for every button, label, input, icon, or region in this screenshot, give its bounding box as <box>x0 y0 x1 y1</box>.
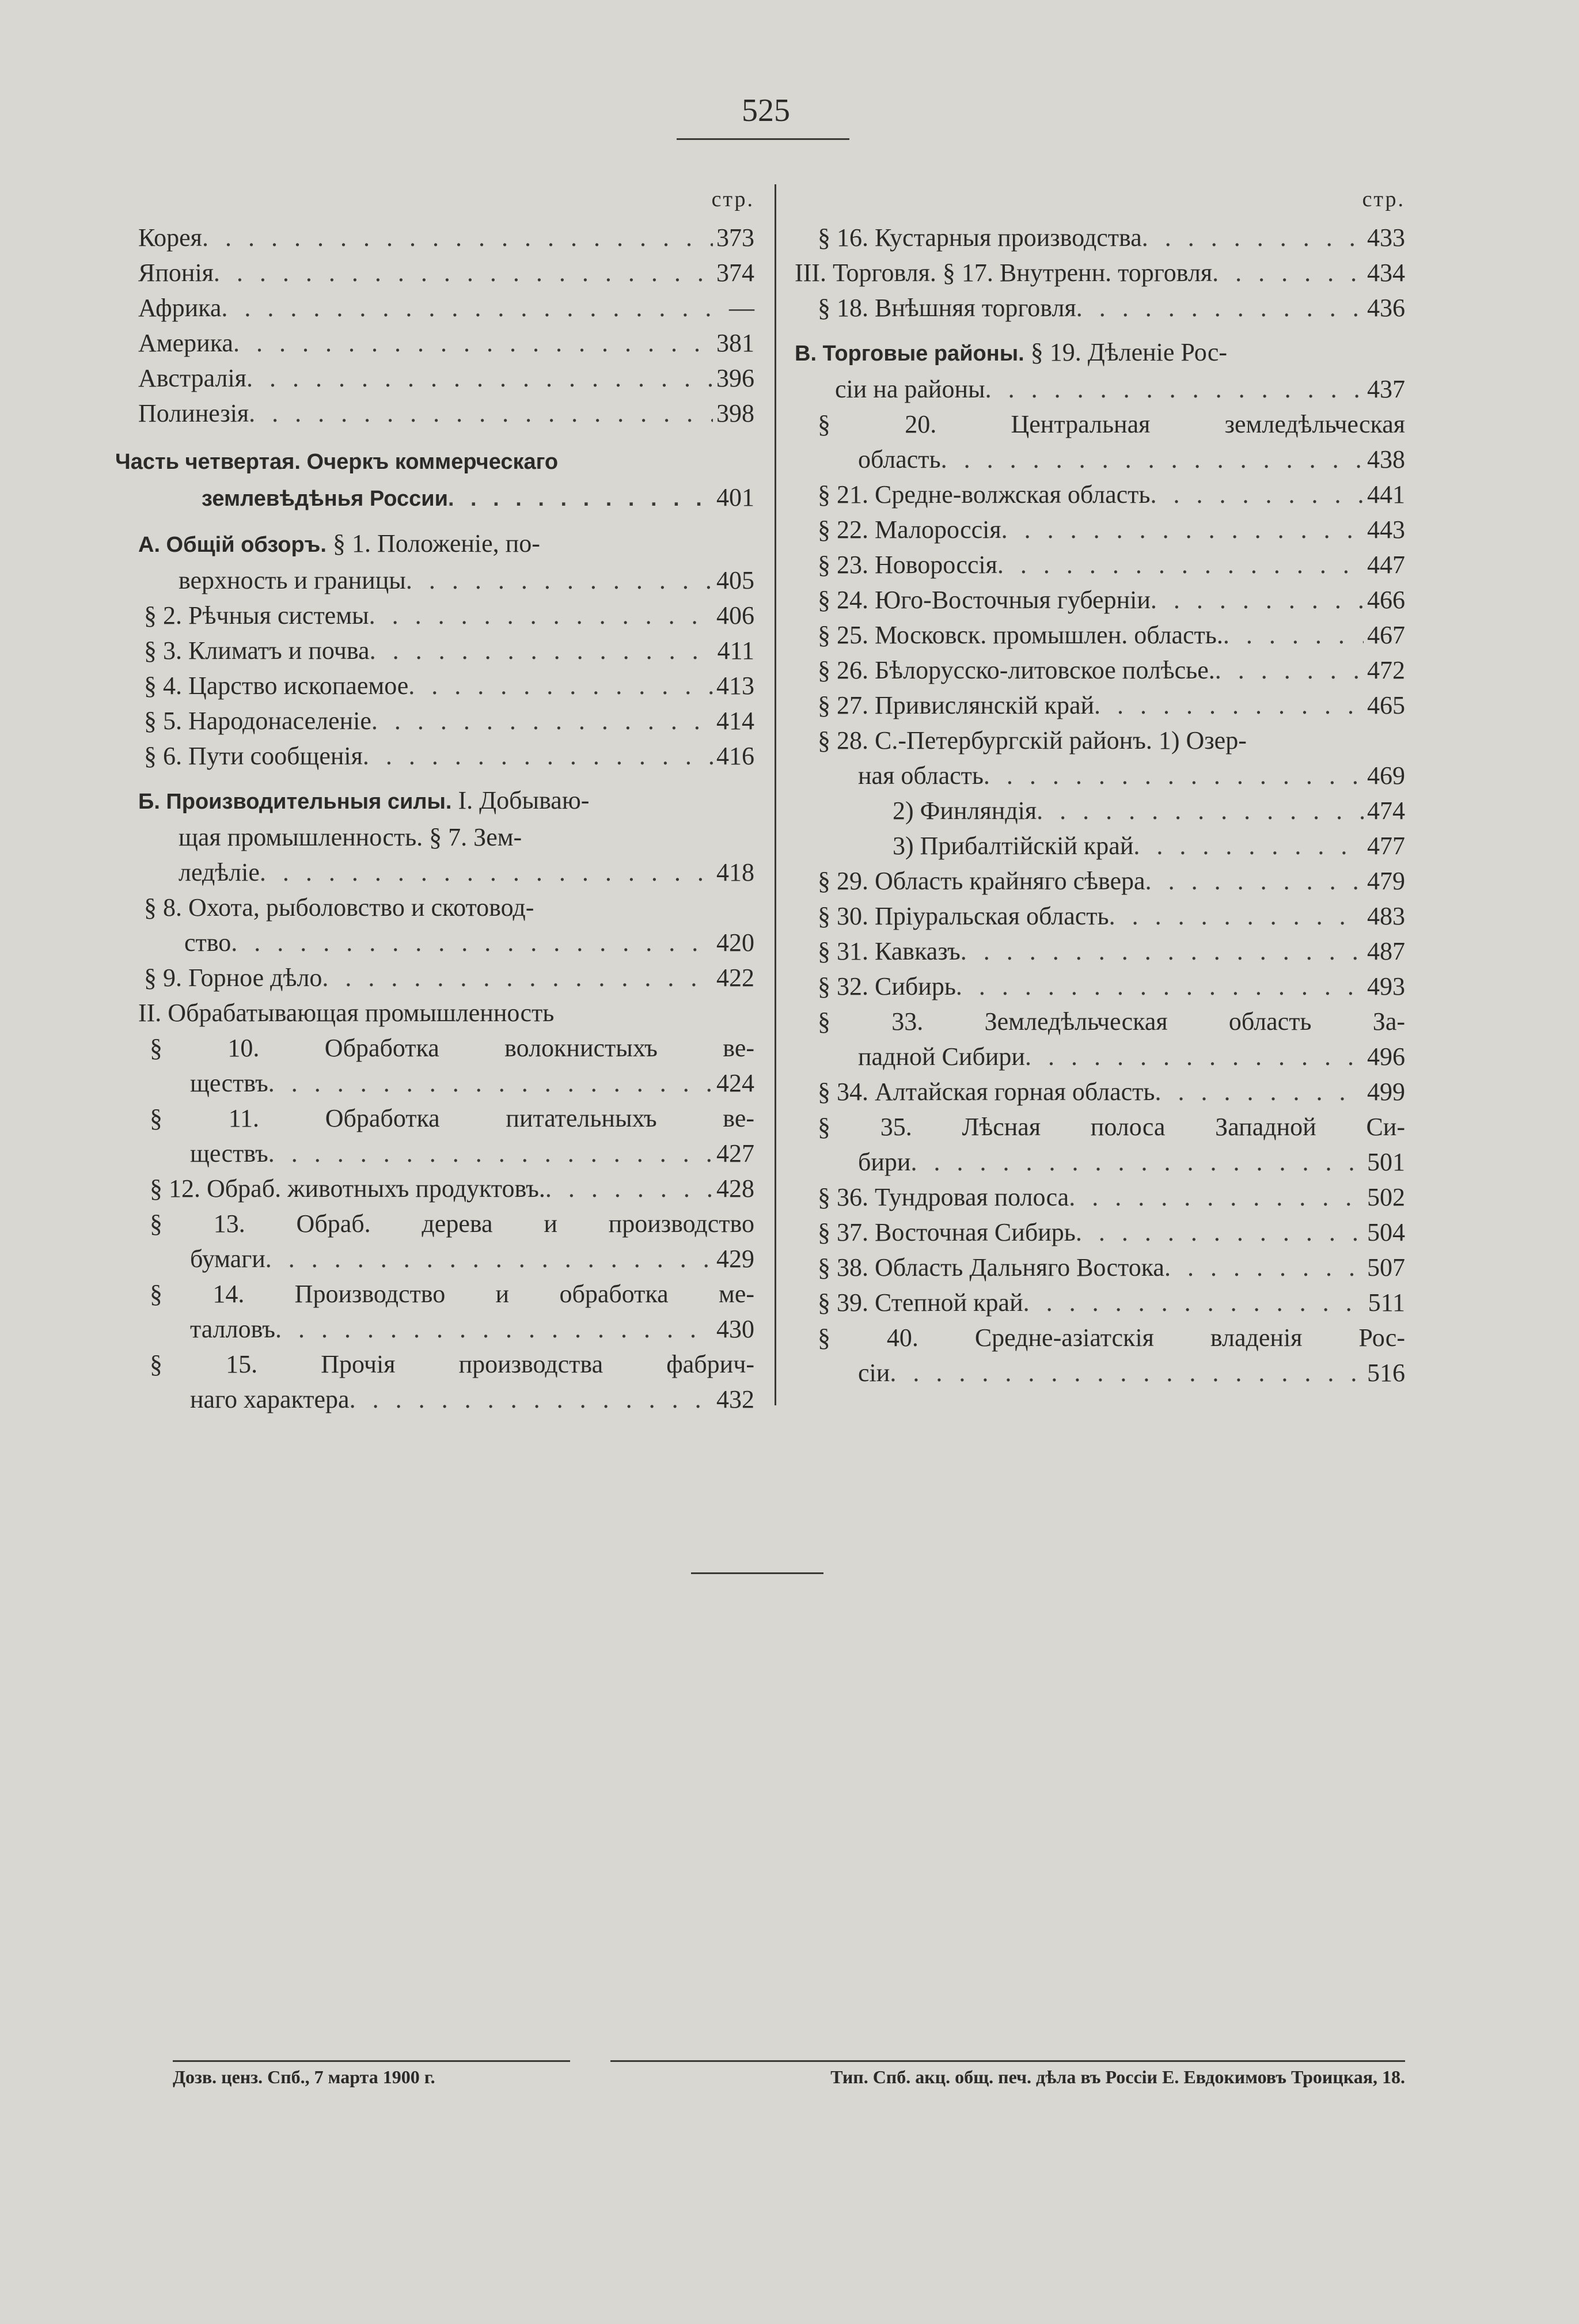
page-ref: 474 <box>1367 797 1405 825</box>
page-ref: 502 <box>1367 1183 1405 1211</box>
region-list <box>138 220 754 431</box>
part4-line2: землевѣдѣнья России . . . 401 <box>115 480 754 517</box>
printer-note: Тип. Спб. акц. общ. печ. дѣла въ Россіи Е. Евдокимовъ Троицкая, 18. <box>830 2067 1405 2087</box>
page-ref: 465 <box>1367 691 1405 719</box>
toc-entry: Африка . . . — <box>138 290 754 325</box>
censor-note: Дозв. ценз. Спб., 7 марта 1900 г. <box>173 2067 435 2087</box>
page-ref: 441 <box>1367 480 1405 509</box>
page-ref: 447 <box>1367 551 1405 579</box>
entry-35: § 35. Лѣсная полоса Западной Си- бири . . . 501 <box>795 1109 1405 1180</box>
toc-entry: § 39. Степной край . . . 511 <box>818 1285 1405 1320</box>
page-ref: 501 <box>1367 1148 1405 1176</box>
page-ref: 511 <box>1368 1288 1405 1317</box>
toc-entry: § 24. Юго-Восточныя губерніи . . . 466 <box>818 582 1405 617</box>
toc-left-column <box>115 179 754 1417</box>
section-b <box>138 783 754 1417</box>
page-ref: 436 <box>1367 294 1405 322</box>
toc-entry: § 31. Кавказъ . . . 487 <box>818 934 1405 969</box>
str-label-right: стр. <box>1362 187 1405 211</box>
page-ref: 420 <box>716 928 754 957</box>
toc-entry: § 26. Бѣлорусско-литовское полѣсье. . . . 472 <box>818 653 1405 688</box>
part4-heading <box>115 445 754 517</box>
section-b-line3: ледѣліе . . . 418 <box>138 855 754 890</box>
page-ref: 424 <box>716 1069 754 1097</box>
section-b-line1: Б. Производительныя силы. І. Добываю- <box>138 786 590 814</box>
entry-12: § 12. Обраб. животныхъ продуктовъ. . . . 428 <box>138 1171 754 1206</box>
entry-18: § 18. Внѣшняя торговля . . . 436 <box>795 290 1405 325</box>
toc-entry: § 32. Сибирь . . . 493 <box>818 969 1405 1004</box>
page-ref: 516 <box>1367 1359 1405 1387</box>
right-items-a <box>795 477 1405 723</box>
section-a-line1: А. Общій обзоръ. § 1. Положеніе, по- <box>138 529 540 558</box>
toc-entry: Японія . . . 374 <box>138 255 754 290</box>
toc-entry: § 36. Тундровая полоса . . . 502 <box>818 1180 1405 1215</box>
page-ref: 443 <box>1367 515 1405 544</box>
page-ref: 477 <box>1367 832 1405 860</box>
entry-14: § 14. Производство и обработка ме- талловъ . . . 430 <box>138 1276 754 1347</box>
toc-entry: § 37. Восточная Сибирь . . . 504 <box>818 1215 1405 1250</box>
page-ref: 406 <box>716 601 754 630</box>
page-ref: 430 <box>716 1315 754 1343</box>
right-entries <box>795 220 1405 1390</box>
page-ref: 373 <box>716 223 754 252</box>
footer-rule-left <box>173 2060 570 2062</box>
toc-entry: § 27. Привислянскій край . . . 465 <box>818 688 1405 723</box>
entry-16: § 16. Кустарныя производства . . . 433 <box>795 220 1405 255</box>
entry-28: § 28. С.-Петербургскій районъ. 1) Озер- ная область . . . 469 2) Финляндія . . . 474 3) Прибалтійскій край . . . 477 <box>795 723 1405 863</box>
section-v-line1: В. Торговые районы. § 19. Дѣленіе Рос- <box>795 338 1228 366</box>
toc-entry: Америка . . . 381 <box>138 325 754 361</box>
page-ref: 401 <box>716 483 754 511</box>
part4-line1: Часть четвертая. Очеркъ коммерческаго <box>115 450 559 474</box>
toc-right-column <box>795 179 1405 1390</box>
page-ref: 499 <box>1367 1078 1405 1106</box>
toc-entry: § 22. Малороссія . . . 443 <box>818 512 1405 547</box>
section-v-line2: сіи на районы . . . 437 <box>795 371 1405 407</box>
toc-entry: § 5. Народонаселеніе . . . 414 <box>138 703 754 738</box>
page-ref: 438 <box>1367 445 1405 473</box>
toc-entry: § 21. Средне-волжская область . . . 441 <box>818 477 1405 512</box>
page-ref: 432 <box>716 1385 754 1413</box>
toc-entry: § 23. Новороссія . . . 447 <box>818 547 1405 582</box>
right-items-c <box>795 1180 1405 1320</box>
page-ref: 483 <box>1367 902 1405 930</box>
entry-33: § 33. Земледѣльческая область За- падной Сибири . . . 496 <box>795 1004 1405 1074</box>
page-ref: 427 <box>716 1139 754 1167</box>
section-b-line2: щая промышленность. § 7. Зем- <box>179 823 522 851</box>
page-ref: 381 <box>716 329 754 357</box>
page-ref: 504 <box>1367 1218 1405 1246</box>
entry-8: § 8. Охота, рыболовство и скотовод- ство . . . 420 <box>138 890 754 960</box>
toc-entry: Корея . . . 373 <box>138 220 754 255</box>
header-rule <box>677 138 849 140</box>
page-ref: 374 <box>716 259 754 287</box>
page-ref: 418 <box>716 858 754 886</box>
page-ref: 469 <box>1367 761 1405 790</box>
page-ref: 422 <box>716 964 754 992</box>
page-ref: 405 <box>716 566 754 594</box>
page-ref: 493 <box>1367 972 1405 1000</box>
page-ref: 413 <box>716 672 754 700</box>
section-v <box>795 335 1405 407</box>
entry-20: § 20. Центральная земледѣльческая область . . . 438 <box>795 407 1405 477</box>
toc-entry: § 38. Область Дальняго Востока . . . 507 <box>818 1250 1405 1285</box>
toc-entry: § 4. Царство ископаемое . . . 413 <box>138 668 754 703</box>
footer-rule-right <box>610 2060 1405 2062</box>
page-ref: 434 <box>1367 259 1405 287</box>
entry-9: § 9. Горное дѣло . . . 422 <box>138 960 754 995</box>
entry-15: § 15. Прочія производства фабрич- наго характера . . . 432 <box>138 1347 754 1417</box>
page-number: 525 <box>742 93 790 128</box>
page-ref: 496 <box>1367 1042 1405 1071</box>
entry-13: § 13. Обраб. дерева и производство бумаги . . . 429 <box>138 1206 754 1276</box>
toc-entry: § 2. Рѣчныя системы . . . 406 <box>138 598 754 633</box>
entry-11: § 11. Обработка питательныхъ ве- ществъ . . . 427 <box>138 1101 754 1171</box>
toc-entry: § 29. Область крайняго сѣвера . . . 479 <box>818 863 1405 898</box>
page-ref: 467 <box>1367 621 1405 649</box>
str-label-left: стр. <box>711 187 754 211</box>
toc-entry: § 3. Климатъ и почва . . . 411 <box>138 633 754 668</box>
toc-entry: Австралія . . . 396 <box>138 361 754 396</box>
page-ref: 437 <box>1367 375 1405 403</box>
page-ref: 428 <box>716 1174 754 1203</box>
page-ref: 416 <box>716 742 754 770</box>
section-a <box>138 526 754 774</box>
page-ref: 429 <box>716 1245 754 1273</box>
page-ref: 472 <box>1367 656 1405 684</box>
page-ref: 487 <box>1367 937 1405 965</box>
subsection-2-heading: II. Обрабатывающая промышленность <box>138 999 555 1027</box>
page-ref: 396 <box>716 364 754 392</box>
end-rule <box>691 1572 823 1574</box>
page-ref: 433 <box>1367 223 1405 252</box>
page-ref: 398 <box>716 399 754 427</box>
section-a-items <box>138 598 754 774</box>
page-ref: 411 <box>717 636 754 665</box>
toc-entry: § 6. Пути сообщенія . . . 416 <box>138 738 754 774</box>
toc-entry: Полинезія . . . 398 <box>138 396 754 431</box>
right-items-b <box>795 863 1405 1004</box>
entry-10: § 10. Обработка волокнистыхъ ве- ществъ . . . 424 <box>138 1030 754 1101</box>
entry-34: § 34. Алтайская горная область . . . 499 <box>795 1074 1405 1109</box>
page-ref: 466 <box>1367 586 1405 614</box>
footer <box>173 2067 1405 2088</box>
page-ref: 414 <box>716 707 754 735</box>
entry-17: III. Торговля. § 17. Внутренн. торговля . . . 434 <box>795 255 1405 290</box>
column-divider <box>775 184 776 1405</box>
toc-entry: § 30. Пріуральская область . . . 483 <box>818 898 1405 934</box>
section-a-line2: верхность и границы . . . 405 <box>138 563 754 598</box>
toc-entry: § 25. Московск. промышлен. область. . . . 467 <box>818 617 1405 653</box>
page-ref: 507 <box>1367 1253 1405 1282</box>
entry-40: § 40. Средне-азіатскія владенія Рос- сіи . . . 516 <box>795 1320 1405 1390</box>
page-ref: — <box>729 294 754 322</box>
page-ref: 479 <box>1367 867 1405 895</box>
